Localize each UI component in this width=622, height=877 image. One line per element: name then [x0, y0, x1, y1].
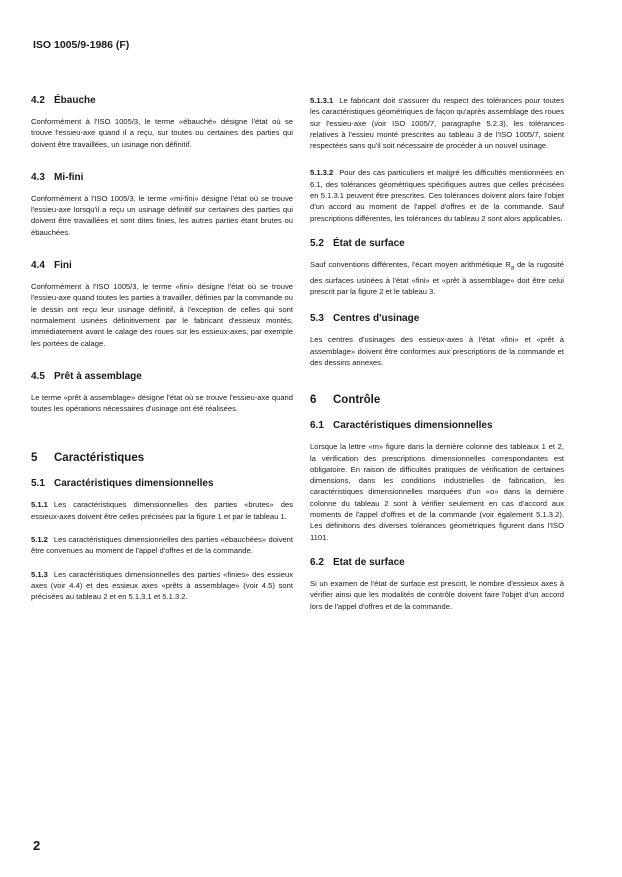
section: [31, 452, 293, 464]
paragraph-text: Le fabricant doit s'assurer du respect des tolérances pour toutes les caractéristiques géométriques de façon qu'après assemblage des roues sur l'essieu-axe (voir ISO 1005/7, paragraphe 5.2.3), les tolérances relatives à l'essieu monté prescrites au tableau 3 de l'ISO 1005/7, soient respectées sans qu'il soit nécessaire de procéder à un nouvel usinage.: [310, 96, 564, 151]
section-number: 5.2: [310, 237, 324, 249]
paragraph: [31, 534, 293, 557]
section-title: Contrôle: [333, 394, 381, 407]
paragraph: [31, 116, 293, 150]
paragraph: [310, 167, 564, 223]
section-title: Ébauche: [54, 95, 96, 106]
paragraph: [31, 392, 293, 415]
section-title: Etat de surface: [333, 556, 405, 568]
paragraph-number: 5.1.3.1: [310, 96, 334, 105]
section-number: 5: [31, 452, 38, 465]
subscript: a: [510, 265, 515, 272]
section-heading: [310, 420, 564, 432]
section: [310, 420, 564, 543]
section-number: 6: [310, 394, 317, 407]
section-heading: [31, 452, 293, 464]
paragraph-number: 5.1.3.2: [310, 168, 334, 178]
section-number: 5.1: [31, 478, 45, 490]
paragraph-text: Si un examen de l'état de surface est prescrit, le nombre d'essieux axes à vérifier ainsi que les modalités de contrôle doivent faire l'objet d'un accord lors de l'appel d'offres et de la commande.: [310, 578, 564, 611]
section-heading: [31, 95, 293, 107]
section: [31, 95, 293, 150]
paragraph-text: Conformément à l'ISO 1005/3, le terme «mi-fini» désigne l'état où se trouve l'essieu-axe lorsqu'il a reçu un usinage définitif sur certaines des parties qui doivent être travaillées et sont dites finies, les autres parties étant brutes ou ébauchées.: [31, 193, 293, 237]
section: [310, 557, 564, 612]
section: [31, 260, 293, 349]
section-title: Centres d'usinage: [333, 313, 420, 325]
section: [310, 394, 564, 406]
paragraph: [310, 259, 564, 297]
section-title: Caractéristiques dimensionnelles: [54, 478, 214, 490]
section: [31, 172, 293, 238]
paragraph: [310, 334, 564, 368]
section-number: 6.2: [310, 556, 324, 568]
paragraph-text: de la rugosité des surfaces usinées à l'état «fini» et «prêt à assemblage» doit être celui prescrit par la figure 2 et le tableau 3.: [310, 259, 565, 297]
section-heading: [310, 394, 564, 406]
paragraph: [310, 95, 564, 151]
section-number: 4.4: [31, 260, 45, 272]
section: [310, 95, 564, 224]
section-number: 4.5: [31, 370, 45, 382]
paragraph-text: Lorsque la lettre «m» figure dans la dernière colonne des tableaux 1 et 2, la vérification des prescriptions dimensionnelles correspondantes est obligatoire. En raison de difficultés pratiques de vérification de certaines dimensions, dans les conditions industrielles de fabrication, les caractéristiques dimensionnelles marquées d'un «o» dans la dernière colonne du tableau 2 sont à vérifier seulement en cas d'accord aux moments de l'appel d'offres et de la commande (voir également 5.1.3.2). Les définitions des diverses tolérances géométriques figurent dans l'ISO 1101.: [310, 442, 564, 542]
paragraph: [31, 193, 293, 238]
right-column: [310, 95, 564, 612]
section-title: Caractéristiques dimensionnelles: [333, 420, 493, 432]
paragraph-text: Les caractéristiques dimensionnelles des parties «ébauchées» doivent être convenues au moment de l'appel d'offres et de la commande.: [31, 535, 293, 556]
section: [31, 478, 293, 602]
section-heading: [31, 172, 293, 184]
paragraph: [310, 441, 564, 543]
paragraph-text: Les caractéristiques dimensionnelles des parties «brutes» des essieux-axes doivent être celles précisées par la figure 1 et par le tableau 1.: [31, 500, 293, 521]
section-title: Fini: [54, 260, 72, 272]
section-heading: [310, 557, 564, 569]
section-title: Caractéristiques: [54, 452, 145, 465]
section-number: 4.3: [31, 171, 45, 183]
section-heading: [31, 371, 293, 383]
section: [31, 371, 293, 415]
paragraph-text: Sauf conventions différentes, l'écart moyen arithmétique R: [310, 259, 511, 269]
paragraph: [310, 578, 564, 612]
section-number: 4.2: [31, 95, 45, 106]
paragraph-text: Le terme «prêt à assemblage» désigne l'état où se trouve l'essieu-axe quand toutes les opérations nécessaires d'usinage ont été réalisées.: [31, 392, 293, 414]
paragraph-number: 5.1.2: [31, 535, 48, 545]
section-number: 6.1: [310, 420, 324, 432]
section: [310, 313, 564, 368]
section: [310, 238, 564, 297]
section-heading: [31, 478, 293, 490]
section-title: Prêt à assemblage: [54, 370, 142, 382]
paragraph-text: Conformément à l'ISO 1005/3, le terme «fini» désigne l'état où se trouve l'essieu-axe quand toutes les parties à travailler, définies par la commande ou le dessin ont reçu leur usinage définitif, à l'exception de celles qui sont normalement usinées définitivement par le fabricant d'essieux montés, immédiatement avant le calage des roues sur les essieux-axes, par exemple les portées de calage.: [31, 282, 293, 348]
left-column: [31, 95, 293, 603]
section-title: État de surface: [333, 237, 405, 249]
section-title: Mi-fini: [54, 171, 84, 183]
document-id: ISO 1005/9-1986 (F): [33, 39, 130, 51]
section-heading: [31, 260, 293, 272]
paragraph: [31, 569, 293, 603]
page-number: 2: [33, 838, 41, 853]
paragraph-number: 5.1.3: [31, 569, 48, 579]
paragraph: [31, 281, 293, 349]
paragraph: [31, 499, 293, 522]
paragraph-text: Les caractéristiques dimensionnelles des parties «finies» des essieux axes (voir 4.4) et des essieux axes «prêts à assemblage» (voir 4.5) sont précisées au tableau 2 et en 5.1.3.1 et 5.1.3.2.: [31, 569, 293, 602]
paragraph-text: Pour des cas particuliers et malgré les difficultés mentionnées en 6.1, des tolérances géométriques spécifiques autres que celles précisées en 5.1.3.1 peuvent être prescrites. Ces tolérances doivent alors faire l'objet d'un accord au moment de l'appel d'offres et de la commande. Sauf prescriptions différentes, les tolérances du tableau 2 sont alors applicables.: [310, 168, 564, 223]
section-heading: [310, 238, 564, 250]
section-heading: [310, 313, 564, 325]
section-number: 5.3: [310, 313, 324, 325]
paragraph-text: Les centres d'usinages des essieux-axes à l'état «fini» et «prêt à assemblage» doivent être conformes aux prescriptions de la commande et des dessins annexes.: [310, 335, 564, 367]
paragraph-number: 5.1.1: [31, 500, 48, 510]
paragraph-text: Conformément à l'ISO 1005/3, le terme «ébauché» désigne l'état où se trouve l'essieu-axe quand il a reçu, sur toutes ou certaines des parties qui doivent être travaillées, un usinage non définitif.: [31, 117, 293, 149]
